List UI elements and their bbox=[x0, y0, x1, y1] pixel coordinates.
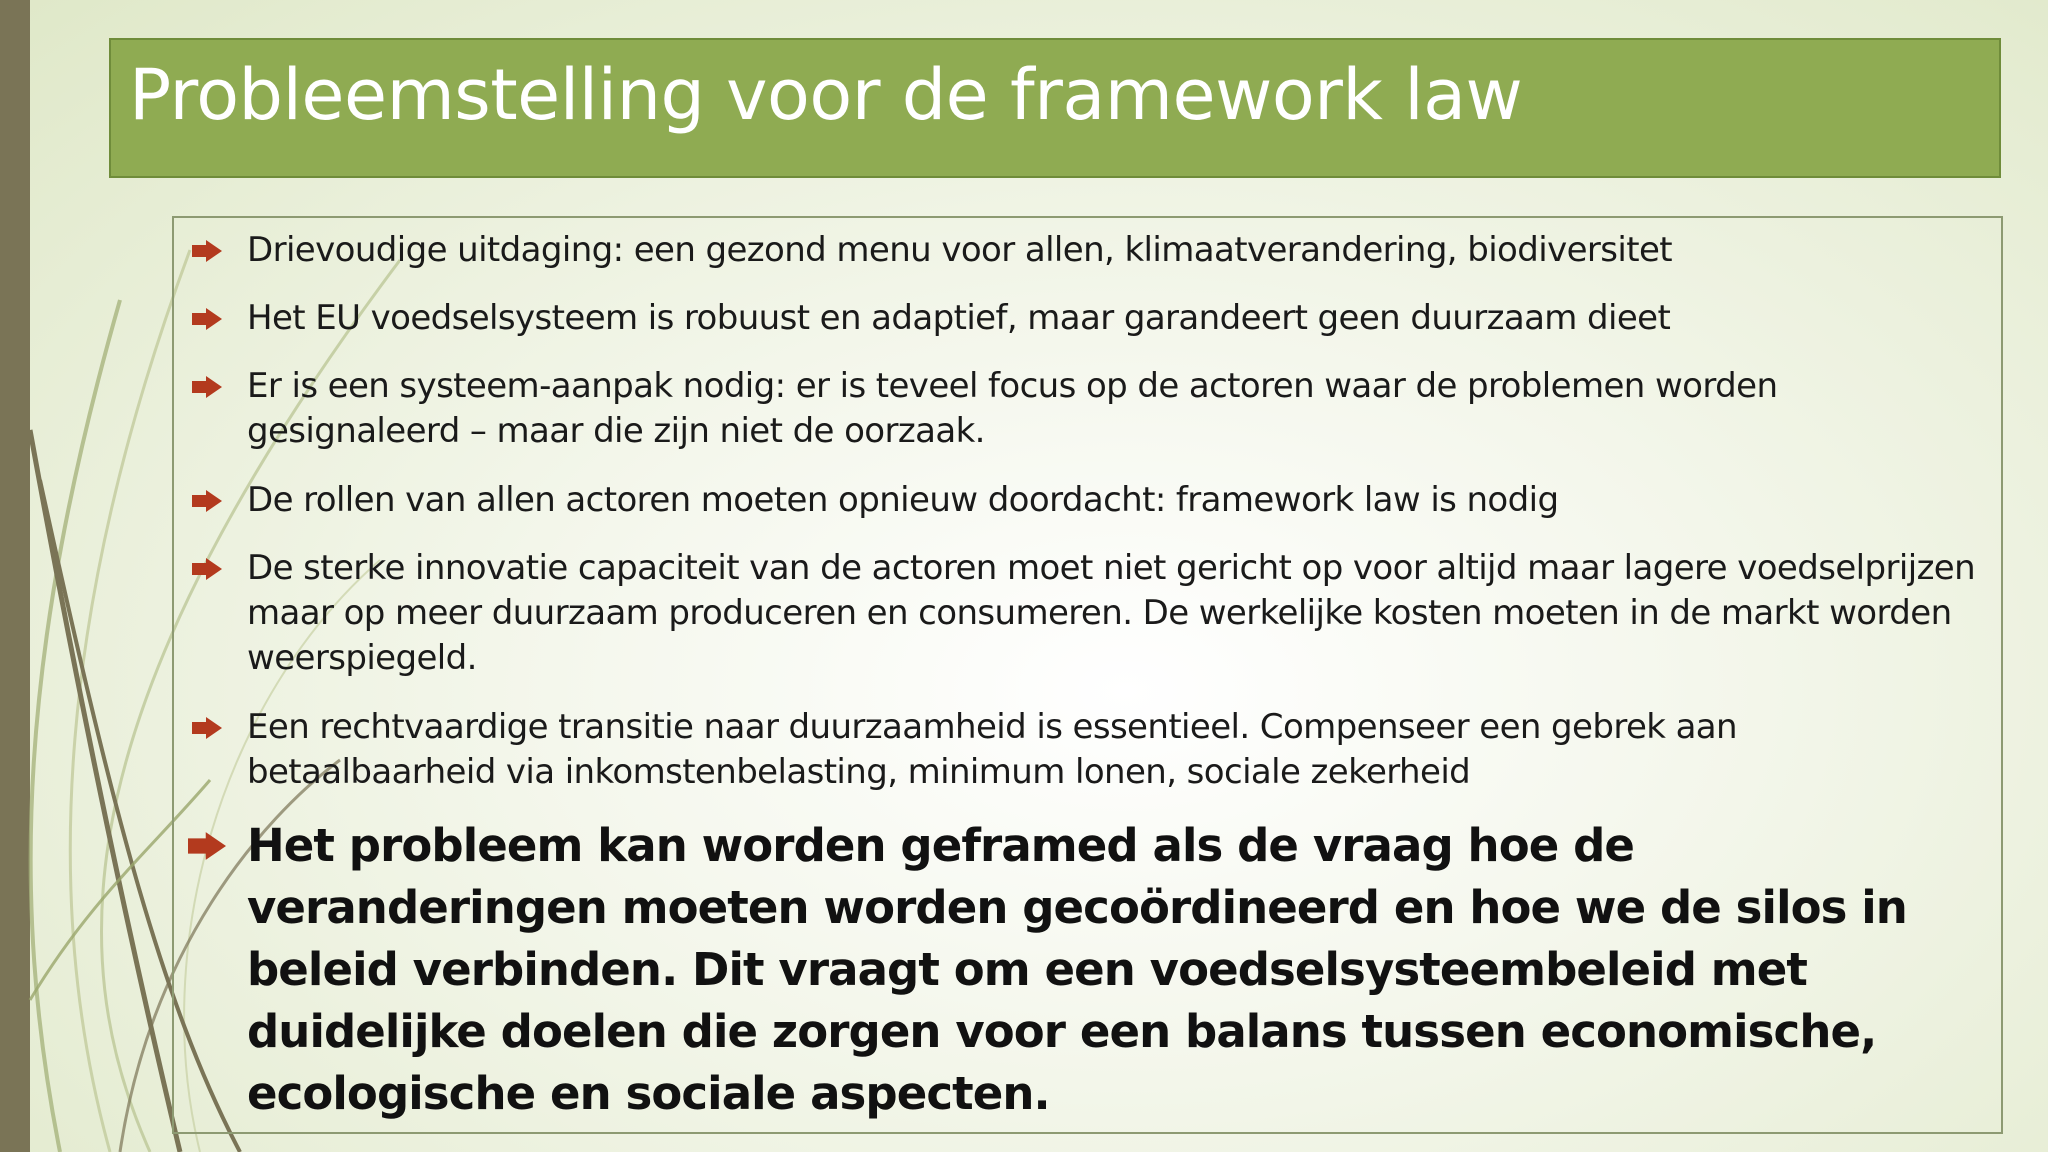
arrow-right-icon bbox=[192, 376, 222, 398]
slide-title: Probleemstelling voor de framework law bbox=[129, 54, 1523, 136]
bullet-text: Er is een systeem-aanpak nodig: er is teveel focus op de actoren waar de problemen worden gesignaleerd – maar die zijn niet de oorzaak. bbox=[247, 366, 1778, 451]
content-box bbox=[172, 216, 2003, 1134]
bullet-text: Een rechtvaardige transitie naar duurzaamheid is essentieel. Compenseer een gebrek aan betaalbaarheid via inkomstenbelasting, minimum lonen, sociale zekerheid bbox=[247, 707, 1737, 792]
bullet-text: Het EU voedselsysteem is robuust en adaptief, maar garandeert geen duurzaam dieet bbox=[247, 298, 1671, 338]
arrow-right-icon bbox=[192, 558, 222, 580]
bullet-text: Drievoudige uitdaging: een gezond menu voor allen, klimaatverandering, biodiversitet bbox=[247, 230, 1673, 270]
arrow-right-icon bbox=[192, 717, 222, 739]
arrow-right-icon bbox=[192, 240, 222, 262]
arrow-right-icon bbox=[192, 308, 222, 330]
bullet-text-highlight: Het probleem kan worden geframed als de vraag hoe de veranderingen moeten worden gecoördineerd en hoe we de silos in beleid verbinden. Dit vraagt om een voedselsysteembeleid met duidelijke doelen die zorgen voor een balans tussen economische, ecologische en sociale aspecten. bbox=[247, 819, 1907, 1120]
title-banner bbox=[109, 38, 2001, 178]
arrow-right-icon bbox=[192, 490, 222, 512]
bullet-text: De sterke innovatie capaciteit van de actoren moet niet gericht op voor altijd maar lagere voedselprijzen maar op meer duurzaam produceren en consumeren. De werkelijke kosten moeten in de markt worden weerspiegeld. bbox=[247, 548, 1976, 678]
bullet-text: De rollen van allen actoren moeten opnieuw doordacht: framework law is nodig bbox=[247, 480, 1559, 520]
arrow-right-icon bbox=[188, 832, 226, 860]
